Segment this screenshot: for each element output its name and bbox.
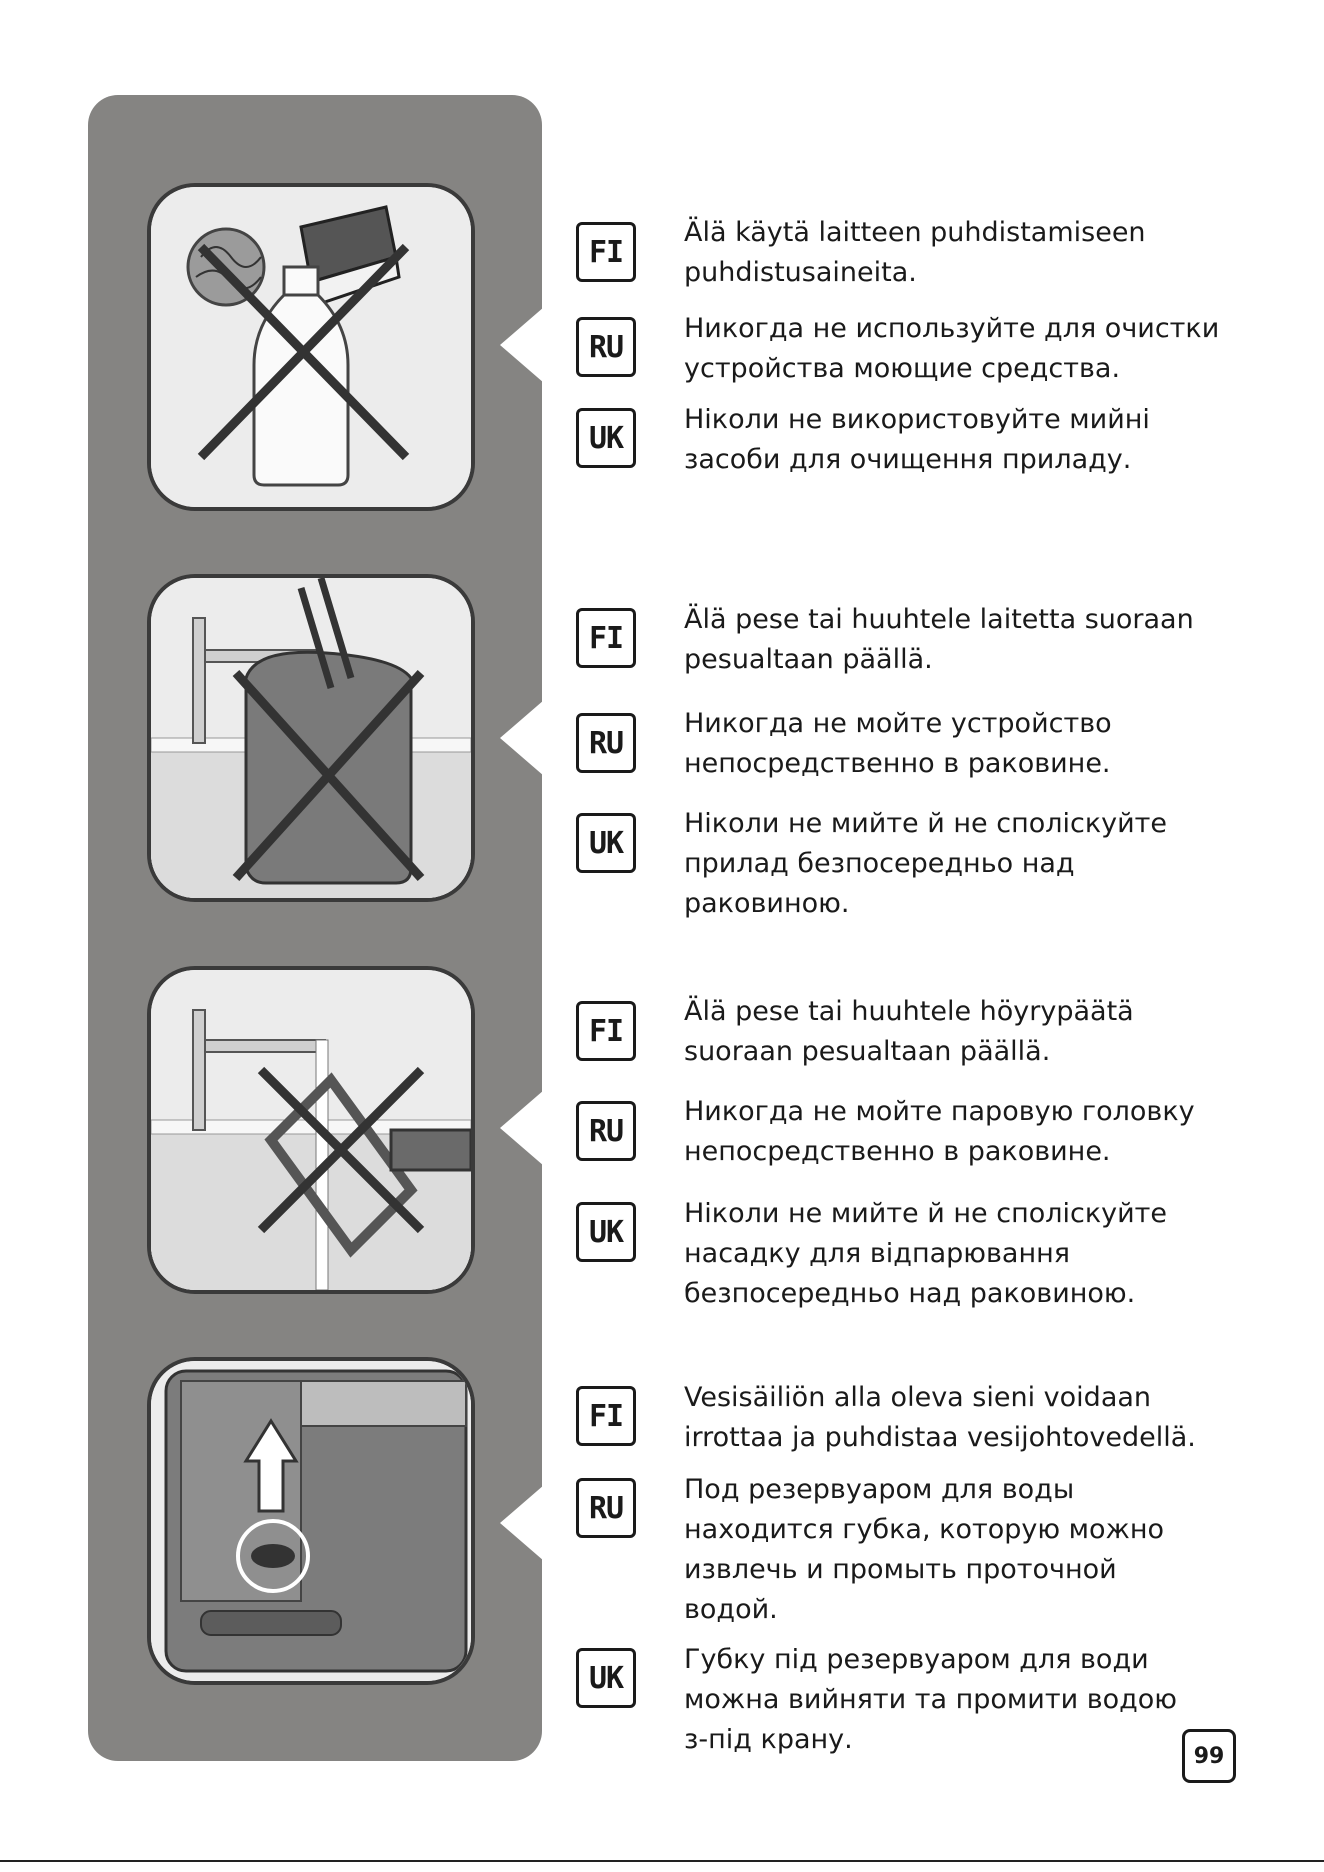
language-code: FI	[576, 222, 636, 282]
pointer-notch-2	[500, 700, 544, 776]
pointer-notch-1	[500, 307, 544, 383]
language-code: RU	[576, 1478, 636, 1538]
illustration-no-steam-head-in-sink	[147, 966, 475, 1294]
language-code: UK	[576, 408, 636, 468]
instruction-text: Älä käytä laitteen puhdistamiseen puhdistusaineita.	[684, 217, 1146, 288]
instruction-text: Губку під резервуаром для води можна вийняти та промити водою з-під крану.	[684, 1644, 1178, 1755]
instruction-text: Vesisäiliön alla oleva sieni voidaan irrottaa ja puhdistaa vesijohtovedellä.	[684, 1382, 1196, 1453]
instruction-text: Никогда не мойте паровую головку непосредственно в раковине.	[684, 1096, 1195, 1167]
illustration-no-device-in-sink	[147, 574, 475, 902]
language-code: RU	[576, 317, 636, 377]
instruction-text: Никогда не используйте для очистки устройства моющие средства.	[684, 313, 1220, 384]
instruction-text: Älä pese tai huuhtele laitetta suoraan pesualtaan päällä.	[684, 604, 1194, 675]
illustration-no-detergents	[147, 183, 475, 511]
language-code: UK	[576, 1202, 636, 1262]
instruction-text: Ніколи не мийте й не споліскуйте насадку для відпарювання безпосередньо над раковиною.	[684, 1198, 1168, 1309]
illustration-sponge-removal	[147, 1357, 475, 1685]
language-code: FI	[576, 608, 636, 668]
instruction-text: Ніколи не використовуйте мийні засоби для очищення приладу.	[684, 404, 1150, 475]
language-code: RU	[576, 713, 636, 773]
page-bottom-rule	[0, 1860, 1324, 1862]
instruction-text: Ніколи не мийте й не споліскуйте прилад безпосередньо над раковиною.	[684, 808, 1168, 919]
language-code: FI	[576, 1001, 636, 1061]
language-code: UK	[576, 813, 636, 873]
instruction-text: Älä pese tai huuhtele höyrypäätä suoraan pesualtaan päällä.	[684, 996, 1134, 1067]
language-code: UK	[576, 1648, 636, 1708]
language-code: RU	[576, 1101, 636, 1161]
language-code: FI	[576, 1386, 636, 1446]
instruction-text: Под резервуаром для воды находится губка, которую можно извлечь и промыть проточной водой.	[684, 1474, 1165, 1625]
pointer-notch-3	[500, 1090, 544, 1166]
page-number: 99	[1182, 1729, 1236, 1783]
pointer-notch-4	[500, 1485, 544, 1561]
instruction-text: Никогда не мойте устройство непосредственно в раковине.	[684, 708, 1112, 779]
